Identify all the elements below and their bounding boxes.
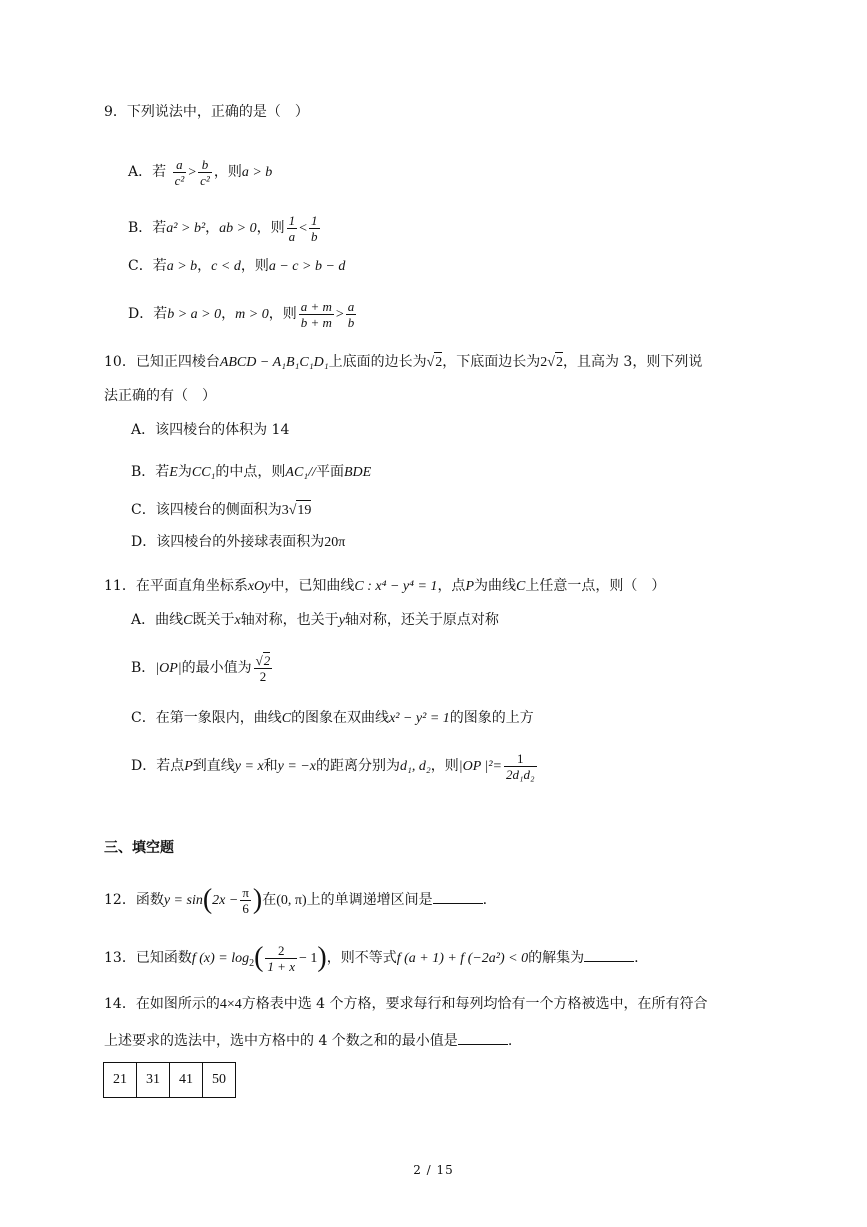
section-title: 三、填空题 bbox=[104, 840, 174, 856]
q11-option-c: C．在第一象限内，曲线C的图象在双曲线x² − y² = 1的图象的上方 bbox=[131, 710, 534, 726]
table-row bbox=[104, 1063, 236, 1098]
q9-d-frac1: $\frac{a + m}{b + m}$ bbox=[300, 298, 332, 330]
grid-cell: 21 bbox=[104, 1063, 137, 1098]
q12-answer-blank[interactable] bbox=[433, 889, 483, 904]
q9-d-frac2: $\frac{a}{b}$ bbox=[347, 298, 355, 330]
q9-a-frac2: $\frac{b}{\text{c²}}$ bbox=[200, 156, 210, 188]
q12-pi-frac: $\frac{\pi}{6}$ bbox=[242, 884, 249, 916]
q14-grid-table bbox=[103, 1062, 236, 1098]
q11-option-a: A．曲线C既关于x轴对称，也关于y轴对称，还关于原点对称 bbox=[131, 612, 499, 628]
q14-stem: 14．在如图所示的4×4方格表中选 4 个方格，要求每行和每列均恰有一个方格被选中，在所有符合 bbox=[104, 996, 708, 1012]
q10-stem: 10．已知正四棱台ABCD − A₁B₁C₁D₁上底面的边长为√2，下底面边长为2√2，且高为 3，则下列说 bbox=[104, 352, 702, 373]
q9-a-frac1: $\frac{a}{\text{c²}}$ bbox=[174, 156, 185, 188]
q13-stem: 13．已知函数f $(x) = \log_2$( $\frac{2}{1 + x}$ − 1)，则不等式f (a + 1) + f (−2a²) < 0的解集为 . bbox=[104, 942, 639, 974]
q11-stem: 11．在平面直角坐标系xOy中，已知曲线C : x⁴ − y⁴ = 1，点P为曲线C上任意一点，则（ ） bbox=[104, 578, 666, 594]
q10-option-c: C．该四棱台的侧面积为3√19 bbox=[131, 500, 311, 521]
q10-option-d: D．该四棱台的外接球表面积为20π bbox=[131, 534, 346, 550]
q13-frac: $\frac{2}{1 + x}$ bbox=[267, 942, 295, 974]
q14-answer-blank[interactable] bbox=[458, 1030, 508, 1045]
q11-b-frac: $\frac{√2}{2}$ bbox=[255, 653, 271, 684]
q11-option-d: D．若点P到直线y = x和y = −x的距离分别为d₁, d₂，则|OP |²= $\frac{1}{\text{2d₁d₂}}$ bbox=[131, 750, 535, 782]
q10-option-b: B．若E为CC₁的中点，则AC₁//平面BDE bbox=[131, 464, 372, 480]
q9-b-frac2: $\frac{1}{b}$ bbox=[311, 212, 318, 244]
q9-option-d: D．若b > a > 0，m > 0，则 $\frac{a + m}{b + m}$ > $\frac{a}{b}$ bbox=[128, 298, 355, 330]
q11-d-frac: $\frac{1}{\text{2d₁d₂}}$ bbox=[506, 750, 535, 782]
page-number: 2 / 15 bbox=[413, 1163, 454, 1177]
grid-cell: 50 bbox=[203, 1063, 236, 1098]
q9-option-c: C．若a > b，c < d，则a − c > b − d bbox=[128, 258, 346, 274]
q14-stem-cont: 上述要求的选法中，选中方格中的 4 个数之和的最小值是 . bbox=[104, 1030, 512, 1051]
q11-option-b: B．|OP|的最小值为 $\frac{√2}{2}$ bbox=[131, 653, 271, 684]
q10-option-a: A．该四棱台的体积为 14 bbox=[131, 422, 290, 438]
q9-option-a: A．若 $\frac{a}{\text{c²}}$ > $\frac{b}{\text{c²}}$ ，则a > b bbox=[128, 156, 273, 188]
q13-answer-blank[interactable] bbox=[584, 947, 634, 962]
q9-option-b: B．若a² > b²，ab > 0，则 $\frac{1}{a}$ < $\frac{1}{b}$ bbox=[128, 212, 318, 244]
q10-stem-cont: 法正确的有（ ） bbox=[104, 388, 216, 404]
grid-cell: 31 bbox=[137, 1063, 170, 1098]
grid-cell: 41 bbox=[170, 1063, 203, 1098]
q9-stem: 9．下列说法中，正确的是（ ） bbox=[104, 104, 309, 120]
q12-stem: 12．函数y = sin(2x − $\frac{\pi}{6}$ )在(0, π)上的单调递增区间是 . bbox=[104, 884, 488, 916]
q9-b-frac1: $\frac{1}{a}$ bbox=[288, 212, 296, 244]
